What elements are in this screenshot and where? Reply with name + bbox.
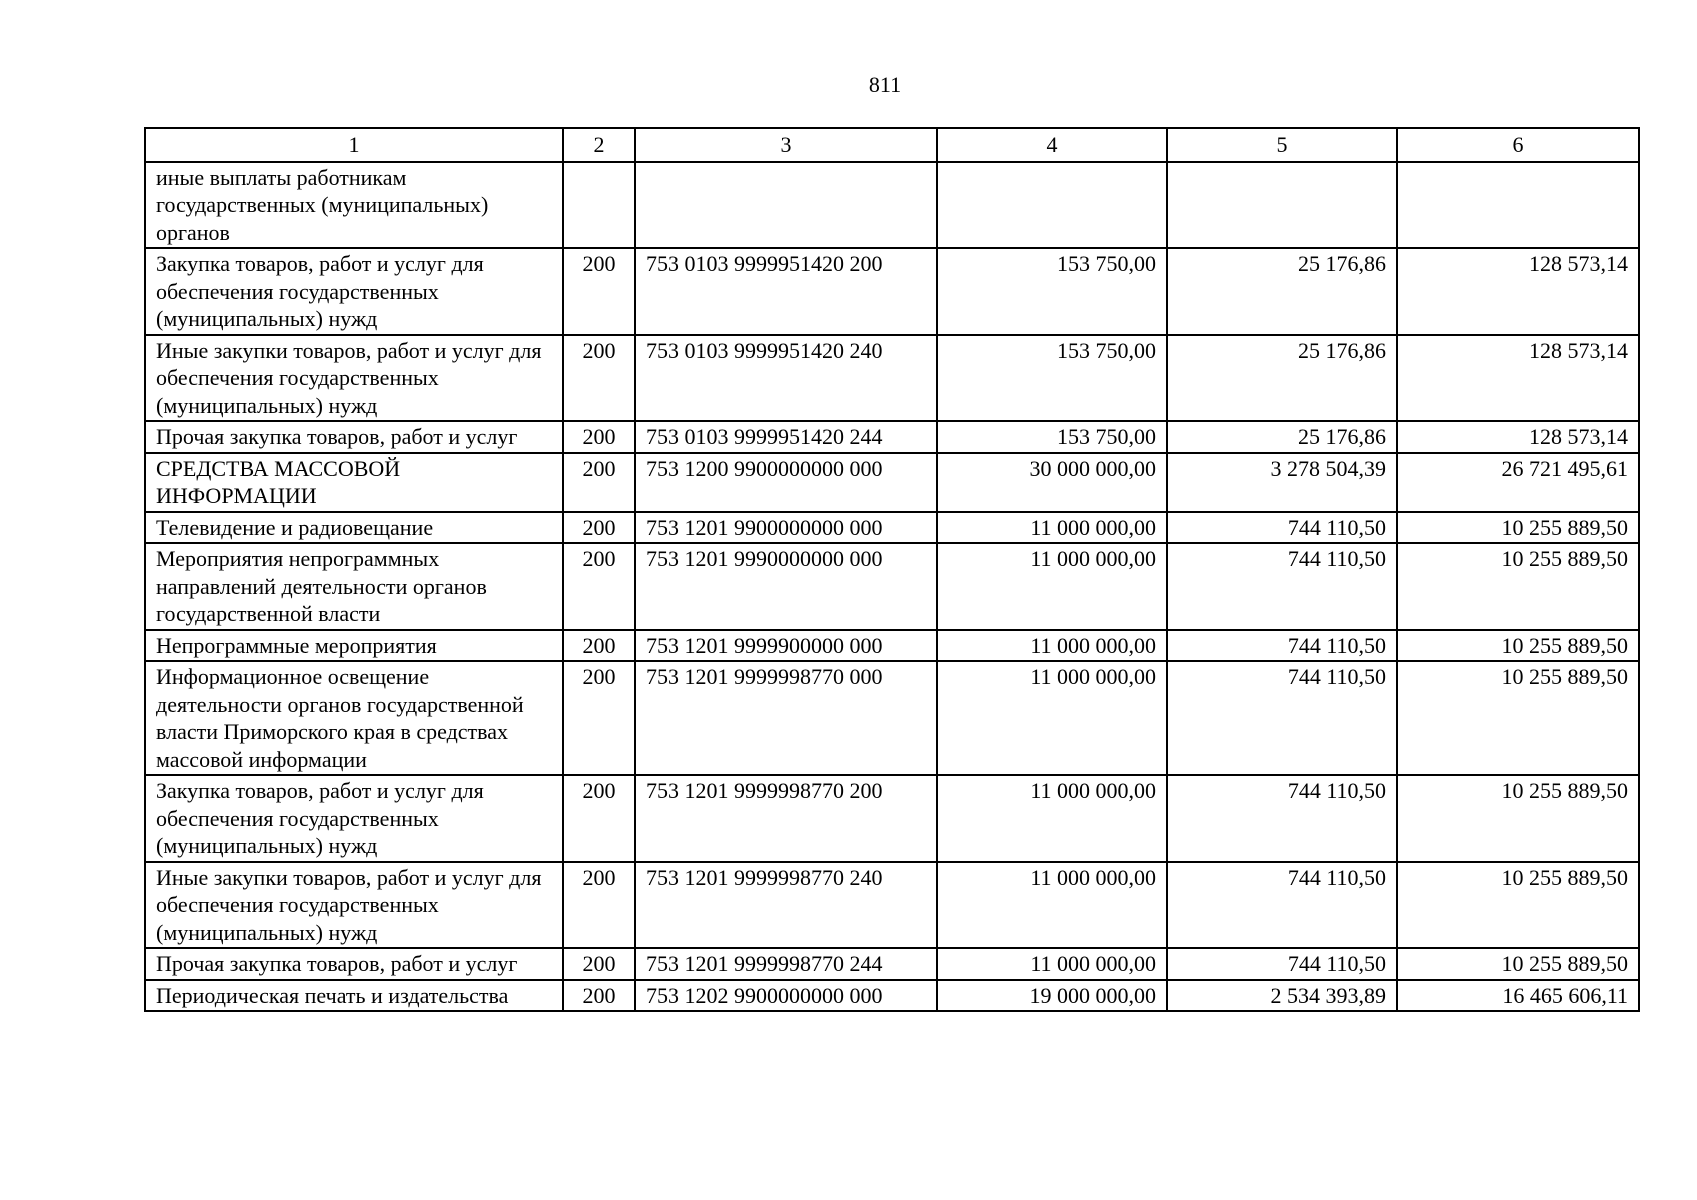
budget-code-cell: 753 1201 9990000000 000 — [635, 543, 937, 630]
executed-amount-cell: 744 110,50 — [1167, 543, 1397, 630]
plan-amount-cell: 153 750,00 — [937, 335, 1167, 422]
budget-code-cell: 753 1201 9999998770 200 — [635, 775, 937, 862]
table-row — [145, 543, 1639, 630]
expense-name-cell: Иные закупки товаров, работ и услуг для обеспечения государственных (муниципальных) нужд — [145, 335, 563, 422]
expense-name-cell: Закупка товаров, работ и услуг для обеспечения государственных (муниципальных) нужд — [145, 775, 563, 862]
executed-amount-cell: 25 176,86 — [1167, 421, 1397, 453]
expense-name-cell: Непрограммные мероприятия — [145, 630, 563, 662]
remaining-amount-cell: 128 573,14 — [1397, 421, 1639, 453]
table-row — [145, 162, 1639, 249]
table-row — [145, 630, 1639, 662]
remaining-amount-cell: 10 255 889,50 — [1397, 948, 1639, 980]
plan-amount-cell: 11 000 000,00 — [937, 512, 1167, 544]
executed-amount-cell: 744 110,50 — [1167, 775, 1397, 862]
table-row — [145, 862, 1639, 949]
column-header: 4 — [937, 128, 1167, 162]
plan-amount-cell: 19 000 000,00 — [937, 980, 1167, 1012]
expense-name-cell: Прочая закупка товаров, работ и услуг — [145, 421, 563, 453]
table-row — [145, 775, 1639, 862]
remaining-amount-cell: 128 573,14 — [1397, 248, 1639, 335]
column-header: 5 — [1167, 128, 1397, 162]
budget-code-cell: 753 1202 9900000000 000 — [635, 980, 937, 1012]
page-number: 811 — [868, 72, 902, 97]
remaining-amount-cell: 10 255 889,50 — [1397, 862, 1639, 949]
table-row — [145, 421, 1639, 453]
executed-amount-cell: 25 176,86 — [1167, 248, 1397, 335]
executed-amount-cell: 744 110,50 — [1167, 948, 1397, 980]
column-header: 6 — [1397, 128, 1639, 162]
expense-name-cell: иные выплаты работникам государственных (муниципальных) органов — [145, 162, 563, 249]
plan-amount-cell: 153 750,00 — [937, 421, 1167, 453]
budget-code-cell: 753 1201 9999998770 244 — [635, 948, 937, 980]
kvr-cell: 200 — [563, 630, 635, 662]
expense-name-cell: Иные закупки товаров, работ и услуг для обеспечения государственных (муниципальных) нужд — [145, 862, 563, 949]
budget-code-cell — [635, 162, 937, 249]
plan-amount-cell: 30 000 000,00 — [937, 453, 1167, 512]
remaining-amount-cell: 26 721 495,61 — [1397, 453, 1639, 512]
expense-name-cell: СРЕДСТВА МАССОВОЙ ИНФОРМАЦИИ — [145, 453, 563, 512]
budget-code-cell: 753 0103 9999951420 200 — [635, 248, 937, 335]
kvr-cell: 200 — [563, 248, 635, 335]
executed-amount-cell: 744 110,50 — [1167, 512, 1397, 544]
kvr-cell: 200 — [563, 421, 635, 453]
expense-name-cell: Периодическая печать и издательства — [145, 980, 563, 1012]
plan-amount-cell: 11 000 000,00 — [937, 630, 1167, 662]
kvr-cell: 200 — [563, 335, 635, 422]
executed-amount-cell: 744 110,50 — [1167, 630, 1397, 662]
remaining-amount-cell: 16 465 606,11 — [1397, 980, 1639, 1012]
remaining-amount-cell — [1397, 162, 1639, 249]
kvr-cell: 200 — [563, 661, 635, 775]
plan-amount-cell: 11 000 000,00 — [937, 543, 1167, 630]
column-header: 1 — [145, 128, 563, 162]
remaining-amount-cell: 128 573,14 — [1397, 335, 1639, 422]
kvr-cell: 200 — [563, 948, 635, 980]
column-header: 2 — [563, 128, 635, 162]
table-row — [145, 335, 1639, 422]
kvr-cell: 200 — [563, 543, 635, 630]
kvr-cell — [563, 162, 635, 249]
header-row — [145, 128, 1639, 162]
table-row — [145, 661, 1639, 775]
budget-code-cell: 753 1201 9999998770 000 — [635, 661, 937, 775]
budget-code-cell: 753 1200 9900000000 000 — [635, 453, 937, 512]
plan-amount-cell: 11 000 000,00 — [937, 661, 1167, 775]
table-row — [145, 512, 1639, 544]
expense-name-cell: Телевидение и радиовещание — [145, 512, 563, 544]
plan-amount-cell — [937, 162, 1167, 249]
executed-amount-cell: 2 534 393,89 — [1167, 980, 1397, 1012]
executed-amount-cell — [1167, 162, 1397, 249]
kvr-cell: 200 — [563, 862, 635, 949]
executed-amount-cell: 3 278 504,39 — [1167, 453, 1397, 512]
plan-amount-cell: 11 000 000,00 — [937, 862, 1167, 949]
kvr-cell: 200 — [563, 453, 635, 512]
budget-code-cell: 753 1201 9999900000 000 — [635, 630, 937, 662]
executed-amount-cell: 744 110,50 — [1167, 862, 1397, 949]
table-row — [145, 248, 1639, 335]
expense-name-cell: Прочая закупка товаров, работ и услуг — [145, 948, 563, 980]
remaining-amount-cell: 10 255 889,50 — [1397, 775, 1639, 862]
kvr-cell: 200 — [563, 775, 635, 862]
remaining-amount-cell: 10 255 889,50 — [1397, 661, 1639, 775]
column-header: 3 — [635, 128, 937, 162]
expense-name-cell: Мероприятия непрограммных направлений деятельности органов государственной власти — [145, 543, 563, 630]
table-row — [145, 948, 1639, 980]
remaining-amount-cell: 10 255 889,50 — [1397, 512, 1639, 544]
expense-name-cell: Информационное освещение деятельности органов государственной власти Приморского края в средствах массовой информации — [145, 661, 563, 775]
kvr-cell: 200 — [563, 512, 635, 544]
plan-amount-cell: 11 000 000,00 — [937, 948, 1167, 980]
budget-code-cell: 753 0103 9999951420 244 — [635, 421, 937, 453]
plan-amount-cell: 11 000 000,00 — [937, 775, 1167, 862]
budget-table — [144, 127, 1640, 1012]
budget-code-cell: 753 1201 9900000000 000 — [635, 512, 937, 544]
table-row — [145, 453, 1639, 512]
table-row — [145, 980, 1639, 1012]
plan-amount-cell: 153 750,00 — [937, 248, 1167, 335]
kvr-cell: 200 — [563, 980, 635, 1012]
remaining-amount-cell: 10 255 889,50 — [1397, 543, 1639, 630]
executed-amount-cell: 744 110,50 — [1167, 661, 1397, 775]
expense-name-cell: Закупка товаров, работ и услуг для обеспечения государственных (муниципальных) нужд — [145, 248, 563, 335]
remaining-amount-cell: 10 255 889,50 — [1397, 630, 1639, 662]
budget-code-cell: 753 1201 9999998770 240 — [635, 862, 937, 949]
executed-amount-cell: 25 176,86 — [1167, 335, 1397, 422]
table-body — [145, 162, 1639, 1012]
budget-code-cell: 753 0103 9999951420 240 — [635, 335, 937, 422]
